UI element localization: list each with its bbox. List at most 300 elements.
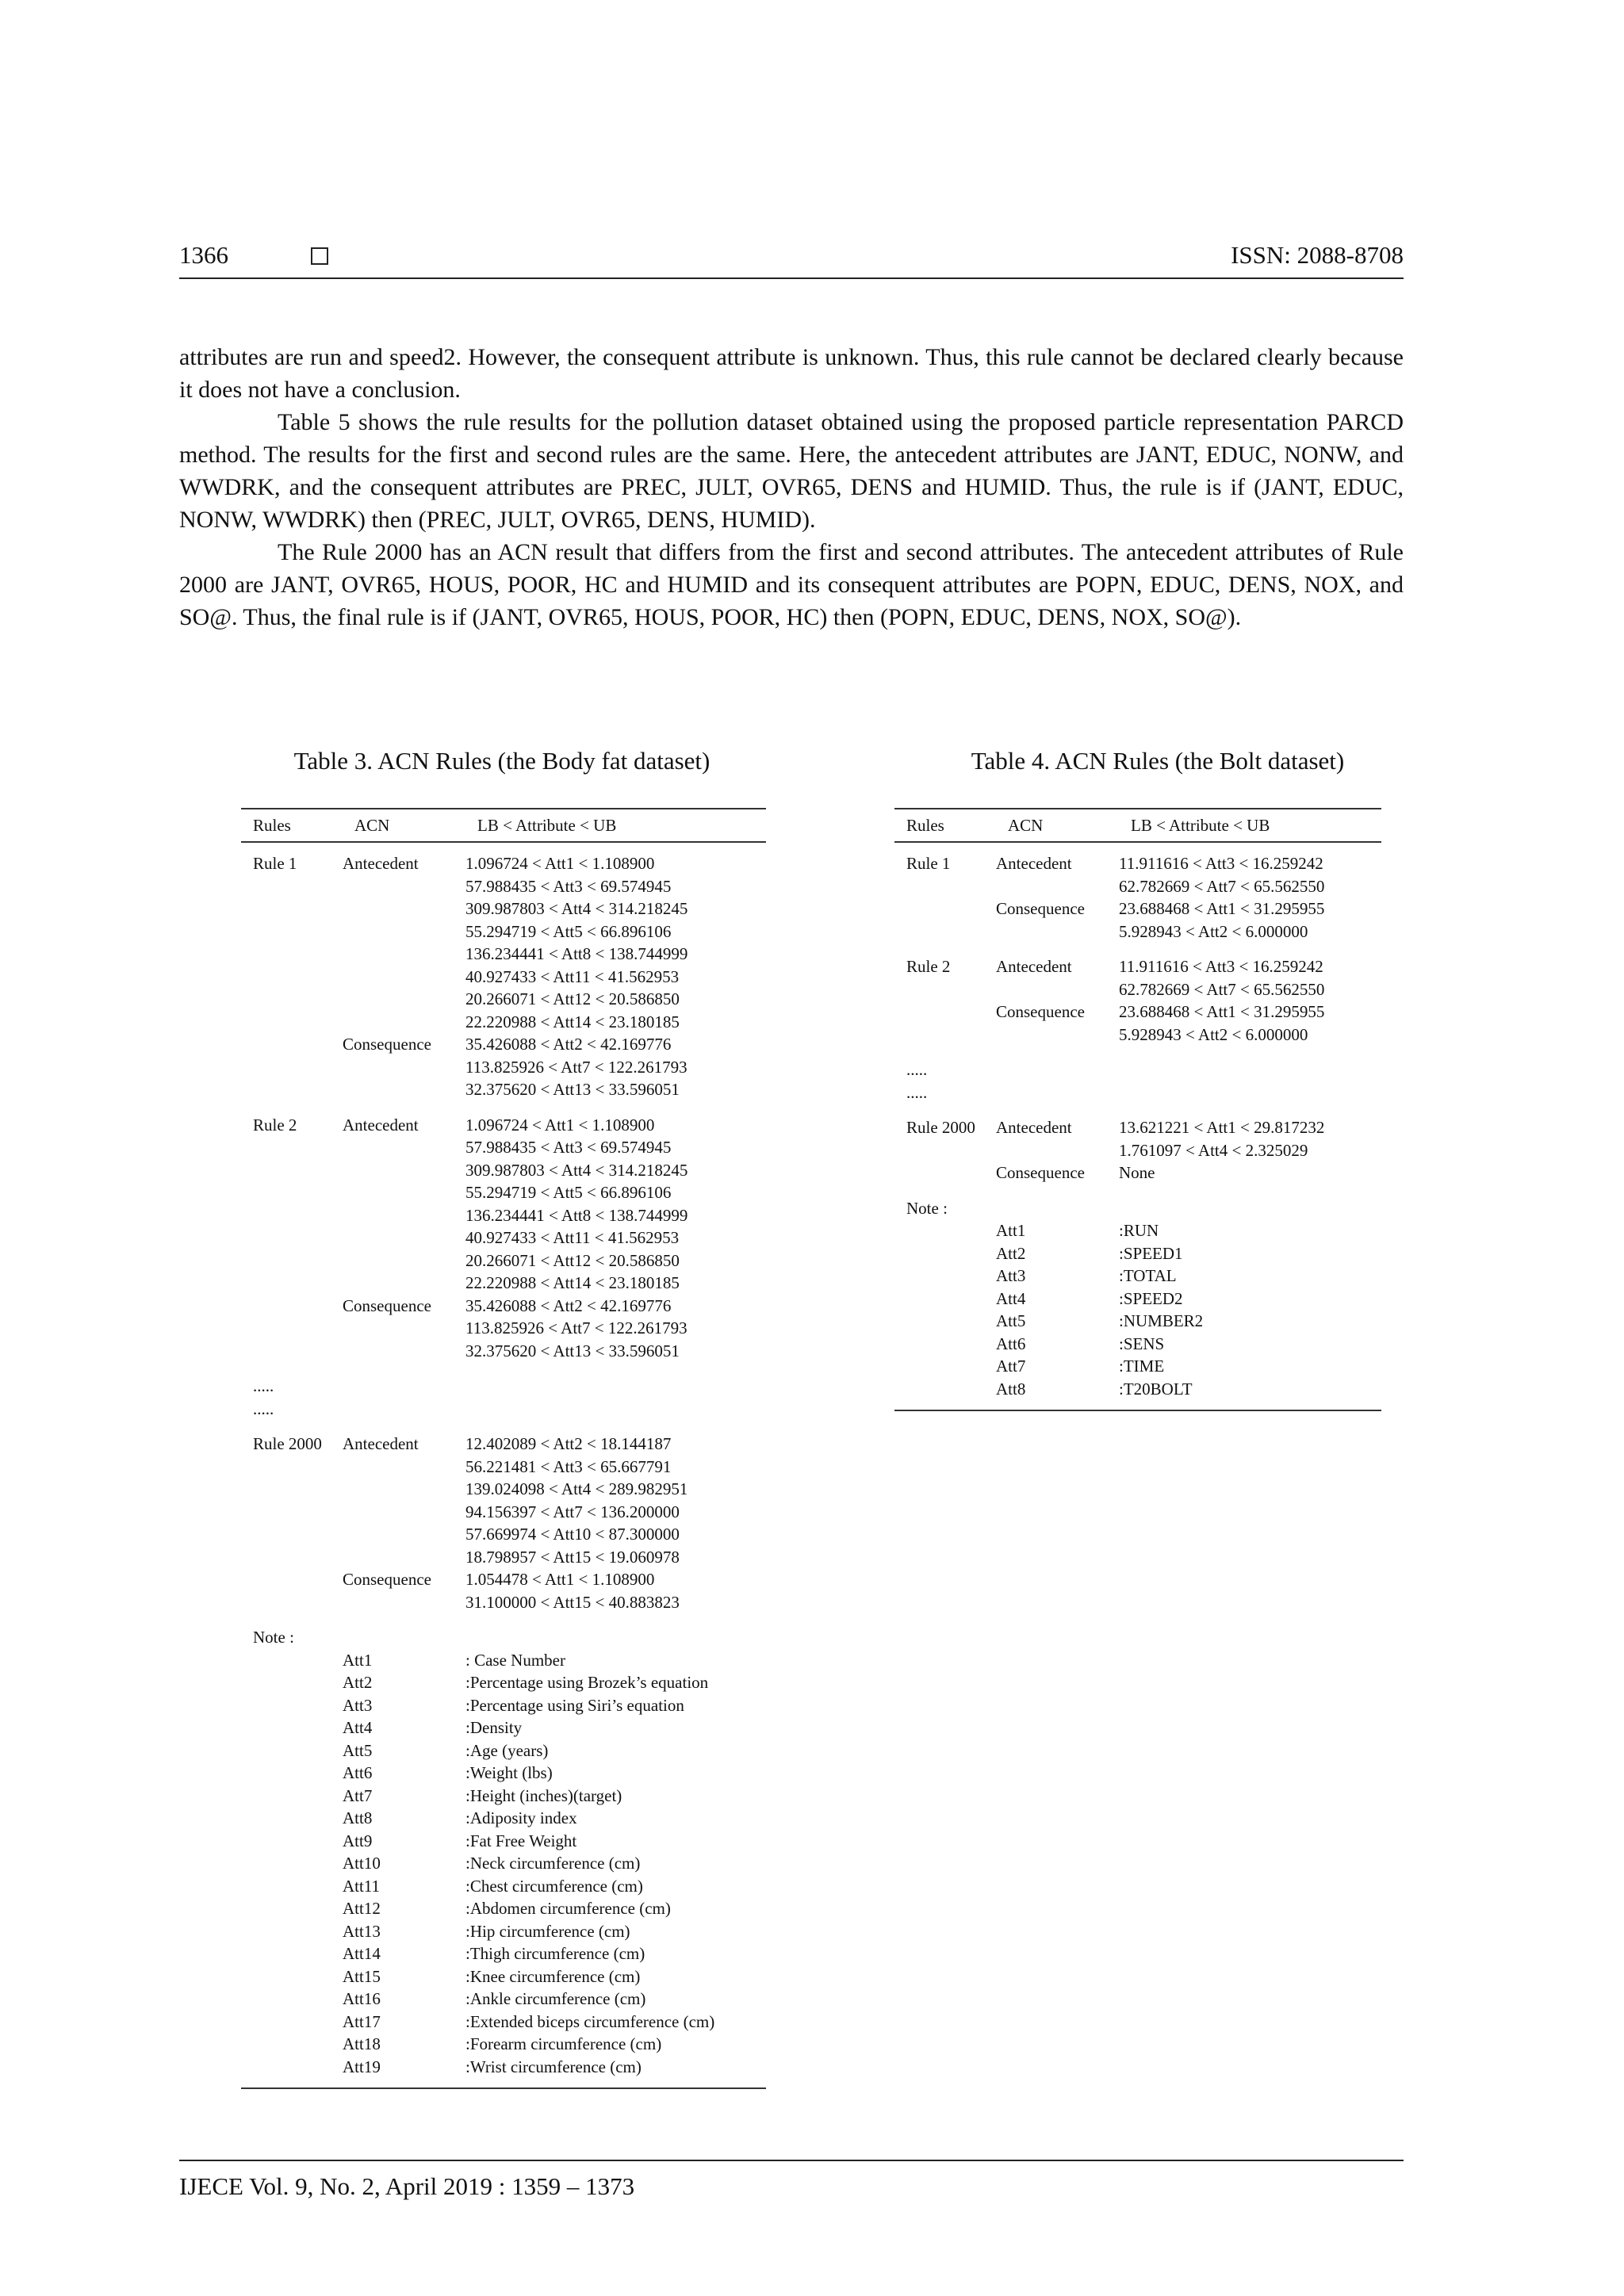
table-row (241, 1056, 766, 1079)
table-row (241, 1272, 766, 1295)
range-cell: 40.927433 < Att11 < 41.562953 (465, 1228, 680, 1247)
range-cell: :Forearm circumference (cm) (465, 2034, 662, 2053)
range-cell: :Percentage using Brozek’s equation (465, 1673, 709, 1692)
acn-cell: Consequence (343, 1570, 431, 1589)
table-row (241, 988, 766, 1011)
range-cell: 94.156397 < Att7 < 136.200000 (465, 1502, 680, 1521)
range-cell: :Wrist circumference (cm) (465, 2057, 642, 2076)
table-row (241, 1226, 766, 1249)
acn-cell (343, 1375, 465, 1398)
range-cell: :Knee circumference (cm) (465, 1966, 641, 1986)
note-row (241, 2011, 766, 2034)
acn-cell (996, 1139, 1119, 1162)
range-cell: :Fat Free Weight (465, 1831, 577, 1850)
range-cell: :Ankle circumference (cm) (465, 1989, 646, 2008)
note-row (241, 1671, 766, 1694)
rule-name-cell (241, 1317, 343, 1340)
page-header (179, 238, 1404, 279)
rule-name-cell (241, 1739, 343, 1762)
rule-name-cell (241, 1033, 343, 1056)
ellipsis-row (241, 1375, 766, 1398)
table-row (241, 1159, 766, 1182)
range-cell: :TIME (1119, 1357, 1165, 1376)
acn-cell: Att12 (343, 1899, 381, 1918)
range-cell: :Thigh circumference (cm) (465, 1944, 645, 1963)
range-cell: 5.928943 < Att2 < 6.000000 (1119, 1024, 1308, 1044)
note-row (241, 2033, 766, 2056)
acn-cell: Consequence (996, 1163, 1085, 1182)
acn-cell: Att11 (343, 1876, 381, 1896)
rule-name-cell (241, 2011, 343, 2034)
acn-cell: Att6 (996, 1334, 1026, 1353)
note-row (241, 2056, 766, 2079)
note-row (241, 1716, 766, 1739)
spacer (241, 1362, 766, 1375)
acn-cell (343, 1317, 465, 1340)
table-row (241, 1523, 766, 1546)
acn-cell (343, 1078, 465, 1101)
acn-cell: Consequence (996, 899, 1085, 918)
acn-cell: Consequence (343, 1035, 431, 1054)
range-cell: 56.221481 < Att3 < 65.667791 (465, 1456, 672, 1476)
acn-cell (343, 1626, 465, 1649)
rule-name-cell: ..... (906, 1060, 928, 1079)
note-row (241, 1785, 766, 1808)
note-row (241, 1739, 766, 1762)
range-cell (465, 1398, 766, 1421)
range-cell: :RUN (1119, 1221, 1159, 1240)
body-text (179, 341, 1404, 633)
range-cell: 35.426088 < Att2 < 42.169776 (465, 1295, 672, 1315)
rule-name-cell: Rule 2 (906, 957, 951, 976)
rule-name-cell (241, 1716, 343, 1739)
range-cell (465, 1626, 766, 1649)
acn-cell (996, 1024, 1119, 1047)
range-cell: 57.988435 < Att3 < 69.574945 (465, 876, 672, 896)
range-cell: 1.761097 < Att4 < 2.325029 (1119, 1140, 1308, 1160)
range-cell (465, 1375, 766, 1398)
acn-cell (343, 1204, 465, 1227)
acn-cell: Att5 (996, 1311, 1026, 1330)
range-cell: 11.911616 < Att3 < 16.259242 (1119, 957, 1323, 976)
acn-cell (343, 875, 465, 898)
rule-name-cell (241, 1159, 343, 1182)
rule-name-cell: Note : (906, 1198, 948, 1218)
range-cell: :T20BOLT (1119, 1379, 1193, 1399)
range-cell: :SPEED2 (1119, 1288, 1183, 1308)
rule-name-cell (241, 1649, 343, 1672)
table-row (241, 1546, 766, 1569)
table-row (241, 875, 766, 898)
table-body (241, 843, 766, 2087)
acn-cell (343, 1159, 465, 1182)
rule-name-cell (241, 1181, 343, 1204)
acn-cell (343, 1340, 465, 1363)
note-row (241, 1875, 766, 1898)
paragraph-3: The Rule 2000 has an ACN result that differs from the first and second attributes. The antecedent attributes of Rule 2000 are JANT, OVR65, HOUS, POOR, HC and HUMID and its consequent attributes are POPN, EDUC, DENS, NOX, and SO@. Thus, the final rule is if (JANT, OVR65, HOUS, POOR, HC) then (POPN, EDUC, DENS, NOX, SO@). (179, 539, 1404, 630)
range-cell: :Weight (lbs) (465, 1763, 553, 1782)
range-cell: 22.220988 < Att14 < 23.180185 (465, 1273, 680, 1292)
rule-name-cell (894, 920, 996, 943)
acn-cell (996, 920, 1119, 943)
table-row (241, 1033, 766, 1056)
acn-cell: Consequence (996, 1002, 1085, 1021)
note-row (241, 1988, 766, 2011)
acn-cell: Att15 (343, 1966, 381, 1986)
table-4 (894, 808, 1381, 1411)
rule-name-cell (241, 1478, 343, 1501)
rule-name-cell (894, 1355, 996, 1378)
rule-name-cell (241, 1204, 343, 1227)
rule-name-cell (241, 1920, 343, 1943)
range-cell: :Height (inches)(target) (465, 1785, 622, 1805)
rule-name-cell (241, 1942, 343, 1965)
table-body (894, 843, 1381, 1410)
rule-name-cell (894, 1139, 996, 1162)
rule-name-cell (894, 897, 996, 920)
note-row (241, 1807, 766, 1830)
range-cell: 20.266071 < Att12 < 20.586850 (465, 989, 680, 1008)
rule-name-cell (241, 1671, 343, 1694)
table-row (241, 1340, 766, 1363)
table-4-caption: Table 4. ACN Rules (the Bolt dataset) (971, 747, 1345, 775)
acn-cell (343, 1249, 465, 1272)
note-row (241, 1830, 766, 1853)
range-cell: 12.402089 < Att2 < 18.144187 (465, 1434, 672, 1453)
table-row (894, 1024, 1381, 1047)
issn-label: ISSN: 2088-8708 (1231, 241, 1404, 269)
rule-name-cell (241, 897, 343, 920)
table-row (241, 852, 766, 875)
table-row (241, 1317, 766, 1340)
acn-cell (343, 1591, 465, 1614)
range-cell: :Density (465, 1718, 523, 1737)
spacer (241, 1101, 766, 1114)
acn-cell: Att1 (996, 1221, 1026, 1240)
table-row (241, 1478, 766, 1501)
rule-name-cell (241, 1272, 343, 1295)
range-cell: :Chest circumference (cm) (465, 1876, 643, 1896)
rule-name-cell (241, 1011, 343, 1034)
rule-name-cell (894, 1333, 996, 1356)
table-3 (241, 808, 766, 2089)
range-cell: None (1119, 1163, 1155, 1182)
rule-name-cell (894, 1265, 996, 1288)
acn-cell (343, 1478, 465, 1501)
rule-name-cell (241, 1807, 343, 1830)
acn-cell: Att8 (343, 1808, 373, 1827)
table-row (241, 1181, 766, 1204)
table-row (241, 1591, 766, 1614)
range-cell: 5.928943 < Att2 < 6.000000 (1119, 921, 1308, 941)
note-row (241, 1942, 766, 1965)
range-cell: 1.054478 < Att1 < 1.108900 (465, 1570, 655, 1589)
range-cell: 55.294719 < Att5 < 66.896106 (465, 1183, 672, 1202)
range-cell: 1.096724 < Att1 < 1.108900 (465, 854, 655, 873)
header-acn: ACN (1008, 816, 1044, 835)
note-row (241, 1852, 766, 1875)
range-cell (1119, 1197, 1381, 1220)
rule-name-cell (241, 2056, 343, 2079)
rule-name-cell (894, 1219, 996, 1242)
spacer (894, 943, 1381, 955)
range-cell: 113.825926 < Att7 < 122.261793 (465, 1057, 688, 1077)
note-row (241, 1649, 766, 1672)
acn-cell (996, 978, 1119, 1001)
acn-cell: Att2 (343, 1673, 373, 1692)
range-cell: :Adiposity index (465, 1808, 577, 1827)
range-cell: 31.100000 < Att15 < 40.883823 (465, 1592, 680, 1612)
rule-name-cell: ..... (253, 1399, 274, 1418)
table-row (241, 1204, 766, 1227)
table-row (241, 897, 766, 920)
acn-cell (343, 1136, 465, 1159)
range-cell: 57.669974 < Att10 < 87.300000 (465, 1525, 680, 1544)
acn-cell (343, 1546, 465, 1569)
spacer (894, 1400, 1381, 1410)
range-cell: 309.987803 < Att4 < 314.218245 (465, 1160, 688, 1180)
rule-name-cell (894, 1161, 996, 1184)
table-row (241, 1011, 766, 1034)
acn-cell: Att3 (996, 1266, 1026, 1285)
acn-cell: Consequence (343, 1295, 431, 1315)
rule-name-cell (241, 1340, 343, 1363)
range-cell: :Neck circumference (cm) (465, 1854, 641, 1873)
header-acn: ACN (354, 816, 390, 835)
table-row (241, 920, 766, 943)
rule-name-cell (241, 966, 343, 989)
table-row (241, 1456, 766, 1479)
note-row (894, 1333, 1381, 1356)
rule-name-cell (241, 1226, 343, 1249)
rule-name-cell: Rule 2 (253, 1115, 297, 1135)
table-row (241, 1136, 766, 1159)
range-cell: 57.988435 < Att3 < 69.574945 (465, 1138, 672, 1157)
table-row (894, 955, 1381, 978)
range-cell: :Abdomen circumference (cm) (465, 1899, 671, 1918)
acn-cell: Antecedent (996, 854, 1072, 873)
note-row (241, 1920, 766, 1943)
rule-name-cell (241, 1762, 343, 1785)
acn-cell: Att16 (343, 1989, 381, 2008)
table-row (894, 1139, 1381, 1162)
table-row (894, 1116, 1381, 1139)
range-cell: :Extended biceps circumference (cm) (465, 2011, 715, 2031)
acn-cell (343, 1456, 465, 1479)
acn-cell: Att6 (343, 1763, 373, 1782)
note-row (894, 1355, 1381, 1378)
header-rules: Rules (906, 816, 944, 835)
table-row (241, 1078, 766, 1101)
acn-cell (996, 1058, 1119, 1081)
acn-cell: Att9 (343, 1831, 373, 1850)
table-row (241, 966, 766, 989)
paragraph-1: attributes are run and speed2. However, the consequent attribute is unknown. Thus, this rule cannot be declared clearly because it does not have a conclusion. (179, 344, 1404, 403)
range-cell: 23.688468 < Att1 < 31.295955 (1119, 1002, 1325, 1021)
rule-name-cell: Rule 1 (906, 854, 951, 873)
rule-name-cell (894, 1242, 996, 1265)
acn-cell (343, 1398, 465, 1421)
range-cell: 55.294719 < Att5 < 66.896106 (465, 921, 672, 941)
acn-cell (343, 897, 465, 920)
acn-cell: Att7 (343, 1785, 373, 1805)
table-row (894, 1161, 1381, 1184)
acn-cell: Att17 (343, 2011, 381, 2031)
range-cell: 136.234441 < Att8 < 138.744999 (465, 944, 688, 963)
note-row (241, 1897, 766, 1920)
acn-cell (343, 1272, 465, 1295)
spacer (241, 843, 766, 852)
acn-cell (343, 1501, 465, 1524)
rule-name-cell: Rule 2000 (906, 1118, 975, 1137)
acn-cell (343, 988, 465, 1011)
rule-name-cell (241, 1965, 343, 1988)
acn-cell: Antecedent (996, 1118, 1072, 1137)
rule-name-cell (241, 1056, 343, 1079)
range-cell: 309.987803 < Att4 < 314.218245 (465, 899, 688, 918)
note-row (894, 1310, 1381, 1333)
header-range: LB < Attribute < UB (477, 816, 617, 835)
rule-name-cell (241, 1078, 343, 1101)
acn-cell: Att18 (343, 2034, 381, 2053)
table-row (894, 897, 1381, 920)
range-cell: 18.798957 < Att15 < 19.060978 (465, 1547, 680, 1567)
rule-name-cell: Rule 2000 (253, 1434, 322, 1453)
header-range: LB < Attribute < UB (1131, 816, 1270, 835)
acn-cell: Att14 (343, 1944, 381, 1963)
paragraph-2: Table 5 shows the rule results for the pollution dataset obtained using the proposed particle representation PARCD method. The results for the first and second rules are the same. Here, the antecedent attributes are JANT, EDUC, NONW, and WWDRK, and the consequent attributes are PREC, JULT, OVR65, DENS and HUMID. Thus, the rule is if (JANT, EDUC, NONW, WWDRK) then (PREC, JULT, OVR65, DENS, HUMID). (179, 409, 1404, 533)
table-row (241, 1114, 766, 1137)
table-row (894, 978, 1381, 1001)
rule-name-cell (241, 1136, 343, 1159)
rule-name-cell (241, 1852, 343, 1875)
range-cell: 40.927433 < Att11 < 41.562953 (465, 966, 680, 986)
note-row (894, 1288, 1381, 1311)
acn-cell: Antecedent (343, 1115, 419, 1135)
acn-cell (343, 943, 465, 966)
table-row (241, 1295, 766, 1318)
acn-cell: Att2 (996, 1243, 1026, 1263)
rule-name-cell (894, 1288, 996, 1311)
spacer (894, 1184, 1381, 1197)
table-row (894, 1001, 1381, 1024)
note-row (241, 1762, 766, 1785)
acn-cell: Att7 (996, 1357, 1026, 1376)
range-cell: 23.688468 < Att1 < 31.295955 (1119, 899, 1325, 918)
acn-cell (343, 920, 465, 943)
rule-name-cell (241, 1568, 343, 1591)
spacer (894, 1104, 1381, 1116)
note-row (241, 1965, 766, 1988)
rule-name-cell (241, 875, 343, 898)
table-row (241, 1249, 766, 1272)
rule-name-cell (894, 1378, 996, 1401)
acn-cell (996, 875, 1119, 898)
rule-name-cell (241, 1249, 343, 1272)
rule-name-cell (894, 1024, 996, 1047)
range-cell: 11.911616 < Att3 < 16.259242 (1119, 854, 1323, 873)
note-row (894, 1219, 1381, 1242)
range-cell: 1.096724 < Att1 < 1.108900 (465, 1115, 655, 1135)
range-cell: 32.375620 < Att13 < 33.596051 (465, 1080, 680, 1099)
acn-cell: Att4 (996, 1288, 1026, 1308)
table-row (241, 943, 766, 966)
acn-cell (343, 1056, 465, 1079)
rule-name-cell (241, 1785, 343, 1808)
acn-cell (343, 1226, 465, 1249)
range-cell: 139.024098 < Att4 < 289.982951 (465, 1479, 688, 1498)
header-rules: Rules (253, 816, 291, 835)
table-row (894, 920, 1381, 943)
range-cell: :SPEED1 (1119, 1243, 1183, 1263)
spacer (241, 1420, 766, 1433)
table-row (241, 1501, 766, 1524)
range-cell: 113.825926 < Att7 < 122.261793 (465, 1318, 688, 1337)
rule-name-cell (241, 1295, 343, 1318)
range-cell: :SENS (1119, 1334, 1165, 1353)
table-row (241, 1433, 766, 1456)
rule-name-cell: ..... (906, 1082, 928, 1102)
acn-cell (343, 1181, 465, 1204)
rule-name-cell (241, 1523, 343, 1546)
spacer (241, 1613, 766, 1626)
rule-name-cell (241, 1456, 343, 1479)
range-cell: 22.220988 < Att14 < 23.180185 (465, 1012, 680, 1031)
range-cell: 35.426088 < Att2 < 42.169776 (465, 1035, 672, 1054)
acn-cell (996, 1081, 1119, 1104)
rule-name-cell (894, 1001, 996, 1024)
acn-cell (343, 1523, 465, 1546)
acn-cell (996, 1197, 1119, 1220)
range-cell: :Hip circumference (cm) (465, 1921, 630, 1941)
rule-name-cell (241, 1694, 343, 1717)
rule-name-cell (894, 1310, 996, 1333)
rule-name-cell (894, 978, 996, 1001)
acn-cell: Antecedent (996, 957, 1072, 976)
acn-cell: Att5 (343, 1740, 373, 1760)
note-row (894, 1242, 1381, 1265)
acn-cell: Antecedent (343, 1434, 419, 1453)
range-cell: :Age (years) (465, 1740, 549, 1760)
table-header (241, 809, 766, 843)
footer-rule (179, 2160, 1404, 2161)
rule-name-cell (241, 1830, 343, 1853)
range-cell: 62.782669 < Att7 < 65.562550 (1119, 876, 1325, 896)
rule-name-cell (241, 988, 343, 1011)
note-label-row (894, 1197, 1381, 1220)
acn-cell: Att3 (343, 1695, 373, 1715)
page-number: 1366 (179, 241, 228, 269)
rule-name-cell (241, 1591, 343, 1614)
acn-cell (343, 1011, 465, 1034)
note-row (241, 1694, 766, 1717)
acn-cell: Att4 (343, 1718, 373, 1737)
acn-cell (343, 966, 465, 989)
spacer (894, 1046, 1381, 1058)
note-label-row (241, 1626, 766, 1649)
ellipsis-row (894, 1081, 1381, 1104)
rule-name-cell: ..... (253, 1376, 274, 1395)
rule-name-cell: Rule 1 (253, 854, 297, 873)
acn-cell: Antecedent (343, 854, 419, 873)
spacer (241, 2078, 766, 2087)
ellipsis-row (241, 1398, 766, 1421)
table-row (894, 852, 1381, 875)
range-cell: :NUMBER2 (1119, 1311, 1204, 1330)
range-cell: 20.266071 < Att12 < 20.586850 (465, 1250, 680, 1270)
footer-journal: IJECE Vol. 9, No. 2, April 2019 : 1359 – 1373 (179, 2172, 635, 2200)
acn-cell: Att1 (343, 1650, 373, 1670)
